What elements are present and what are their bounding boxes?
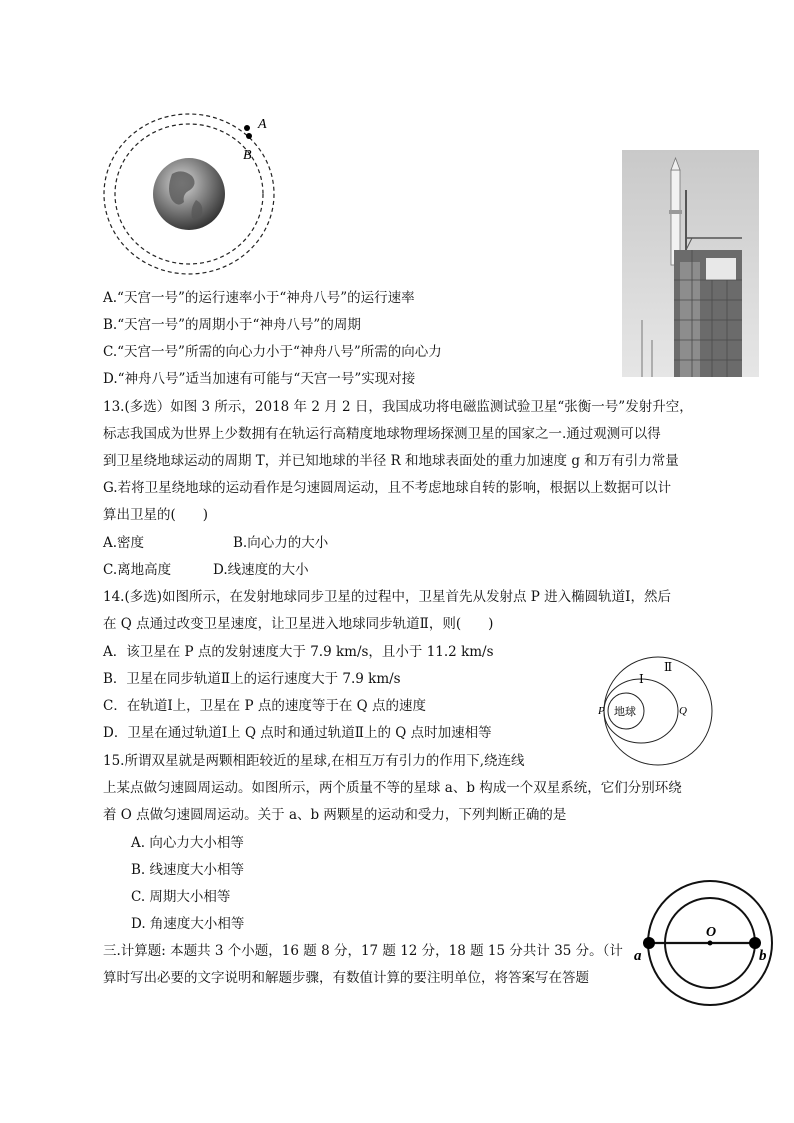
q14-stem-line-2: 在 Q 点通过改变卫星速度，让卫星进入地球同步轨道Ⅱ，则( ) xyxy=(103,616,494,632)
label-a: A xyxy=(258,117,267,132)
center-o xyxy=(708,941,713,946)
q13-option-d: D.线速度的大小 xyxy=(213,562,309,578)
q13-stem-line-5: 算出卫星的( ) xyxy=(103,507,209,523)
point-a-dot xyxy=(244,125,250,131)
q13-stem-line-2: 标志我国成为世界上少数拥有在轨运行高精度地球物理场探测卫星的国家之一.通过观测可以得 xyxy=(103,426,661,442)
q14-option-b: B．卫星在同步轨道Ⅱ上的运行速度大于 7.9 km/s xyxy=(103,671,401,687)
q15-option-d: D. 角速度大小相等 xyxy=(131,916,245,932)
label-orbit-2: Ⅱ xyxy=(664,660,673,674)
label-orbit-1: Ⅰ xyxy=(639,672,644,686)
label-p: P xyxy=(598,705,605,717)
q12-option-b: B.“天宫一号”的周期小于“神舟八号”的周期 xyxy=(103,317,361,333)
q12-option-d: D.“神舟八号”适当加速有可能与“天宫一号”实现对接 xyxy=(103,371,416,387)
binary-star-figure xyxy=(630,876,780,1006)
earth-label: 地球 xyxy=(614,706,636,718)
q14-option-a: A．该卫星在 P 点的发射速度大于 7.9 km/s，且小于 11.2 km/s xyxy=(103,644,494,660)
orbit-figure xyxy=(100,108,280,280)
sync-orbit-figure xyxy=(592,655,722,770)
section3-line-1: 三.计算题: 本题共 3 个小题，16 题 8 分，17 题 12 分，18 题 15 分共计 35 分。（计 xyxy=(103,943,623,959)
q13-stem-line-1: 13.(多选）如图 3 所示，2018 年 2 月 2 日，我国成功将电磁监测试验卫星“张衡一号”发射升空， xyxy=(103,399,693,415)
label-b: B xyxy=(243,148,252,163)
q13-option-c: C.离地高度 xyxy=(103,562,172,578)
point-b-dot xyxy=(246,133,252,139)
label-o: O xyxy=(706,925,717,940)
q15-stem-line-2: 上某点做匀速圆周运动。如图所示，两个质量不等的星球 a、b 构成一个双星系统，它们分别环绕 xyxy=(103,780,682,796)
q14-option-c: C．在轨道Ⅰ上，卫星在 P 点的速度等于在 Q 点的速度 xyxy=(103,698,426,714)
label-b: b xyxy=(759,948,767,964)
q12-option-c: C.“天宫一号”所需的向心力小于“神舟八号”所需的向心力 xyxy=(103,344,442,360)
q15-option-b: B. 线速度大小相等 xyxy=(131,862,245,878)
rocket-photo xyxy=(622,150,759,377)
q15-option-a: A. 向心力大小相等 xyxy=(131,835,244,851)
q15-option-c: C. 周期大小相等 xyxy=(131,889,231,905)
section3-line-2: 算时写出必要的文字说明和解题步骤，有数值计算的要注明单位，将答案写在答题 xyxy=(103,970,589,986)
earth-globe xyxy=(153,158,225,230)
q14-stem-line-1: 14.(多选)如图所示，在发射地球同步卫星的过程中，卫星首先从发射点 P 进入椭圆轨道Ⅰ，然后 xyxy=(103,589,672,605)
q13-stem-line-3: 到卫星绕地球运动的周期 T，并已知地球的半径 R 和地球表面处的重力加速度 g 和万有引力常量 xyxy=(103,453,679,469)
q13-option-b: B.向心力的大小 xyxy=(233,535,329,551)
q13-option-a: A.密度 xyxy=(103,535,145,551)
label-a: a xyxy=(634,948,642,964)
q12-option-a: A.“天宫一号”的运行速率小于“神舟八号”的运行速率 xyxy=(103,290,415,306)
star-a xyxy=(643,937,655,949)
q14-option-d: D．卫星在通过轨道Ⅰ上 Q 点时和通过轨道Ⅱ上的 Q 点时加速相等 xyxy=(103,725,492,741)
q15-stem-line-3: 着 O 点做匀速圆周运动。关于 a、b 两颗星的运动和受力，下列判断正确的是 xyxy=(103,807,567,823)
q13-stem-line-4: G.若将卫星绕地球的运动看作是匀速圆周运动，且不考虑地球自转的影响，根据以上数据可以计 xyxy=(103,480,672,496)
q15-stem-line-1: 15.所谓双星就是两颗相距较近的星球,在相互万有引力的作用下,绕连线 xyxy=(103,753,525,769)
label-q: Q xyxy=(679,705,687,717)
